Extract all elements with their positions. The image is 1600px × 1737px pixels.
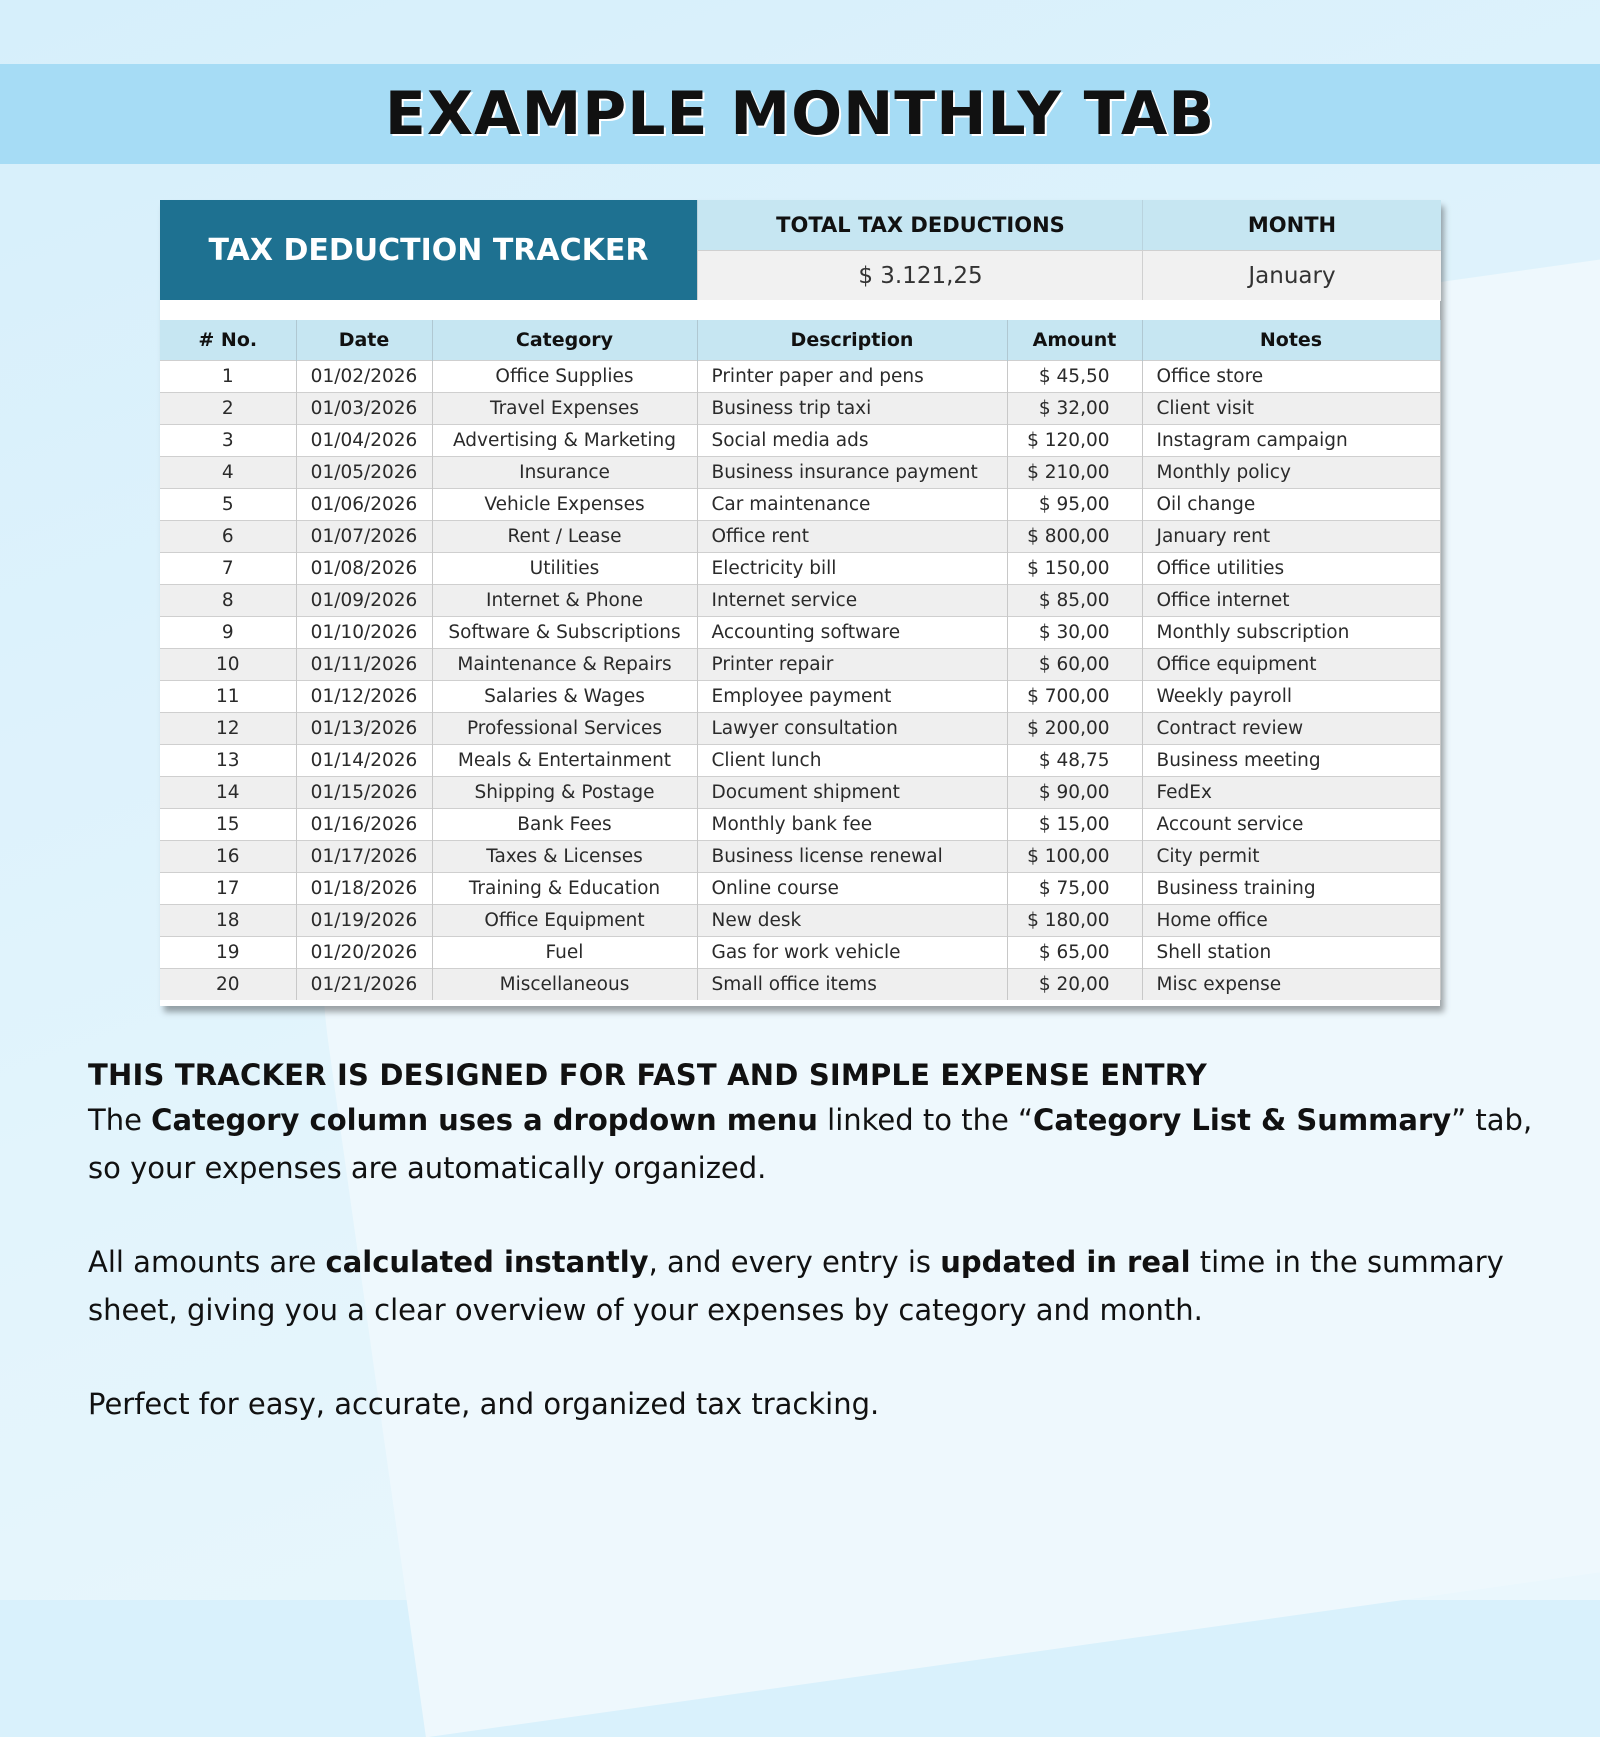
cell-date[interactable]: 01/10/2026 xyxy=(296,617,432,649)
cell-amount[interactable]: $ 95,00 xyxy=(1007,489,1142,521)
description-paragraph-3: Perfect for easy, accurate, and organized tax tracking. xyxy=(88,1387,880,1421)
cell-category[interactable]: Training & Education xyxy=(432,873,697,905)
description-headline: THIS TRACKER IS DESIGNED FOR FAST AND SIMPLE EXPENSE ENTRY xyxy=(88,1058,1207,1092)
cell-description[interactable]: Client lunch xyxy=(697,745,1007,777)
table-row xyxy=(160,937,1440,969)
cell-no[interactable]: 1 xyxy=(160,361,296,393)
cell-notes[interactable]: FedEx xyxy=(1142,777,1440,809)
description-paragraph-2 xyxy=(88,1238,1548,1334)
cell-date[interactable]: 01/03/2026 xyxy=(296,393,432,425)
cell-no[interactable]: 16 xyxy=(160,841,296,873)
cell-no[interactable]: 8 xyxy=(160,585,296,617)
text-span: ” tab, so your expenses are automatically organized. xyxy=(88,1103,1533,1185)
tracker-title: TAX DEDUCTION TRACKER xyxy=(160,200,697,300)
cell-notes[interactable]: Office internet xyxy=(1142,585,1440,617)
cell-description[interactable]: Online course xyxy=(697,873,1007,905)
cell-notes[interactable]: Home office xyxy=(1142,905,1440,937)
cell-no[interactable]: 6 xyxy=(160,521,296,553)
column-header-category[interactable]: Category xyxy=(432,320,697,361)
table-row xyxy=(160,425,1440,457)
cell-no[interactable]: 17 xyxy=(160,873,296,905)
title-banner xyxy=(0,64,1600,164)
cell-category[interactable]: Travel Expenses xyxy=(432,393,697,425)
table-row xyxy=(160,617,1440,649)
cell-date[interactable]: 01/16/2026 xyxy=(296,809,432,841)
cell-category[interactable]: Insurance xyxy=(432,457,697,489)
cell-notes[interactable]: Office equipment xyxy=(1142,649,1440,681)
cell-description[interactable]: Business license renewal xyxy=(697,841,1007,873)
table-row xyxy=(160,649,1440,681)
cell-no[interactable]: 10 xyxy=(160,649,296,681)
total-deductions-value[interactable]: $ 3.121,25 xyxy=(697,250,1143,301)
cell-no[interactable]: 20 xyxy=(160,969,296,1001)
cell-category[interactable]: Vehicle Expenses xyxy=(432,489,697,521)
table-row xyxy=(160,969,1440,1001)
text-span: time in the summary sheet, giving you a clear overview of your expenses by category and month. xyxy=(88,1245,1504,1327)
cell-amount[interactable]: $ 15,00 xyxy=(1007,809,1142,841)
cell-category[interactable]: Taxes & Licenses xyxy=(432,841,697,873)
table-row xyxy=(160,777,1440,809)
cell-no[interactable]: 4 xyxy=(160,457,296,489)
text-span: , and every entry is xyxy=(648,1245,941,1279)
cell-date[interactable]: 01/08/2026 xyxy=(296,553,432,585)
cell-description[interactable]: Small office items xyxy=(697,969,1007,1001)
cell-description[interactable]: Printer paper and pens xyxy=(697,361,1007,393)
month-value[interactable]: January xyxy=(1142,250,1441,301)
cell-amount[interactable]: $ 60,00 xyxy=(1007,649,1142,681)
cell-notes[interactable]: Account service xyxy=(1142,809,1440,841)
table-row xyxy=(160,681,1440,713)
description-block xyxy=(88,1058,1548,1428)
cell-notes[interactable]: Shell station xyxy=(1142,937,1440,969)
month-label: MONTH xyxy=(1142,200,1441,250)
header-row xyxy=(160,320,1440,361)
table-row xyxy=(160,457,1440,489)
cell-notes[interactable]: City permit xyxy=(1142,841,1440,873)
cell-date[interactable]: 01/02/2026 xyxy=(296,361,432,393)
cell-no[interactable]: 11 xyxy=(160,681,296,713)
cell-no[interactable]: 19 xyxy=(160,937,296,969)
table-row xyxy=(160,841,1440,873)
cell-notes[interactable]: Business meeting xyxy=(1142,745,1440,777)
column-header-notes[interactable]: Notes xyxy=(1142,320,1440,361)
cell-description[interactable]: Electricity bill xyxy=(697,553,1007,585)
cell-description[interactable]: Monthly bank fee xyxy=(697,809,1007,841)
table-row xyxy=(160,905,1440,937)
cell-category[interactable]: Salaries & Wages xyxy=(432,681,697,713)
cell-amount[interactable]: $ 65,00 xyxy=(1007,937,1142,969)
cell-description[interactable]: Office rent xyxy=(697,521,1007,553)
cell-notes[interactable]: Client visit xyxy=(1142,393,1440,425)
cell-date[interactable]: 01/19/2026 xyxy=(296,905,432,937)
cell-amount[interactable]: $ 20,00 xyxy=(1007,969,1142,1001)
cell-no[interactable]: 7 xyxy=(160,553,296,585)
cell-description[interactable]: Business insurance payment xyxy=(697,457,1007,489)
cell-category[interactable]: Internet & Phone xyxy=(432,585,697,617)
spreadsheet xyxy=(160,200,1440,1006)
cell-amount[interactable]: $ 150,00 xyxy=(1007,553,1142,585)
cell-date[interactable]: 01/20/2026 xyxy=(296,937,432,969)
cell-notes[interactable]: Monthly subscription xyxy=(1142,617,1440,649)
cell-amount[interactable]: $ 180,00 xyxy=(1007,905,1142,937)
cell-category[interactable]: Software & Subscriptions xyxy=(432,617,697,649)
cell-no[interactable]: 9 xyxy=(160,617,296,649)
table-row xyxy=(160,393,1440,425)
cell-description[interactable]: Social media ads xyxy=(697,425,1007,457)
cell-no[interactable]: 14 xyxy=(160,777,296,809)
cell-date[interactable]: 01/13/2026 xyxy=(296,713,432,745)
cell-date[interactable]: 01/12/2026 xyxy=(296,681,432,713)
cell-amount[interactable]: $ 85,00 xyxy=(1007,585,1142,617)
cell-date[interactable]: 01/11/2026 xyxy=(296,649,432,681)
table-row xyxy=(160,361,1440,393)
cell-date[interactable]: 01/09/2026 xyxy=(296,585,432,617)
cell-no[interactable]: 3 xyxy=(160,425,296,457)
cell-notes[interactable]: January rent xyxy=(1142,521,1440,553)
cell-date[interactable]: 01/06/2026 xyxy=(296,489,432,521)
table-row xyxy=(160,809,1440,841)
cell-description[interactable]: Internet service xyxy=(697,585,1007,617)
cell-amount[interactable]: $ 700,00 xyxy=(1007,681,1142,713)
spacer-row xyxy=(160,300,1440,321)
cell-notes[interactable]: Weekly payroll xyxy=(1142,681,1440,713)
cell-category[interactable]: Professional Services xyxy=(432,713,697,745)
cell-no[interactable]: 12 xyxy=(160,713,296,745)
bold-text: Category List & Summary xyxy=(1033,1103,1452,1137)
bold-text: calculated instantly xyxy=(325,1245,649,1279)
cell-notes[interactable]: Office utilities xyxy=(1142,553,1440,585)
cell-date[interactable]: 01/07/2026 xyxy=(296,521,432,553)
table-row xyxy=(160,713,1440,745)
text-span: linked to the “ xyxy=(817,1103,1034,1137)
cell-description[interactable]: Gas for work vehicle xyxy=(697,937,1007,969)
cell-notes[interactable]: Oil change xyxy=(1142,489,1440,521)
table-row xyxy=(160,521,1440,553)
table-row xyxy=(160,745,1440,777)
cell-no[interactable]: 18 xyxy=(160,905,296,937)
text-span: All amounts are xyxy=(88,1245,326,1279)
cell-description[interactable]: Business trip taxi xyxy=(697,393,1007,425)
cell-amount[interactable]: $ 210,00 xyxy=(1007,457,1142,489)
expense-table xyxy=(160,320,1441,1000)
cell-category[interactable]: Utilities xyxy=(432,553,697,585)
text-span: The xyxy=(88,1103,152,1137)
paragraph-spacer xyxy=(88,1192,1548,1238)
cell-amount[interactable]: $ 100,00 xyxy=(1007,841,1142,873)
cell-description[interactable]: New desk xyxy=(697,905,1007,937)
cell-date[interactable]: 01/21/2026 xyxy=(296,969,432,1001)
cell-notes[interactable]: Misc expense xyxy=(1142,969,1440,1001)
table-row xyxy=(160,489,1440,521)
column-header-description[interactable]: Description xyxy=(697,320,1007,361)
cell-amount[interactable]: $ 75,00 xyxy=(1007,873,1142,905)
cell-description[interactable]: Car maintenance xyxy=(697,489,1007,521)
cell-date[interactable]: 01/05/2026 xyxy=(296,457,432,489)
cell-description[interactable]: Employee payment xyxy=(697,681,1007,713)
column-header-no[interactable]: # No. xyxy=(160,320,296,361)
cell-notes[interactable]: Contract review xyxy=(1142,713,1440,745)
cell-amount[interactable]: $ 90,00 xyxy=(1007,777,1142,809)
column-header-amount[interactable]: Amount xyxy=(1007,320,1142,361)
cell-category[interactable]: Miscellaneous xyxy=(432,969,697,1001)
cell-category[interactable]: Bank Fees xyxy=(432,809,697,841)
bold-text: Category column uses a dropdown menu xyxy=(151,1103,818,1137)
cell-no[interactable]: 5 xyxy=(160,489,296,521)
cell-amount[interactable]: $ 32,00 xyxy=(1007,393,1142,425)
cell-amount[interactable]: $ 45,50 xyxy=(1007,361,1142,393)
column-header-date[interactable]: Date xyxy=(296,320,432,361)
cell-date[interactable]: 01/18/2026 xyxy=(296,873,432,905)
table-row xyxy=(160,873,1440,905)
cell-date[interactable]: 01/17/2026 xyxy=(296,841,432,873)
table-row xyxy=(160,585,1440,617)
cell-amount[interactable]: $ 200,00 xyxy=(1007,713,1142,745)
cell-category[interactable]: Fuel xyxy=(432,937,697,969)
cell-description[interactable]: Lawyer consultation xyxy=(697,713,1007,745)
cell-notes[interactable]: Office store xyxy=(1142,361,1440,393)
cell-category[interactable]: Maintenance & Repairs xyxy=(432,649,697,681)
cell-notes[interactable]: Instagram campaign xyxy=(1142,425,1440,457)
cell-category[interactable]: Shipping & Postage xyxy=(432,777,697,809)
cell-notes[interactable]: Business training xyxy=(1142,873,1440,905)
cell-category[interactable]: Rent / Lease xyxy=(432,521,697,553)
cell-category[interactable]: Advertising & Marketing xyxy=(432,425,697,457)
cell-date[interactable]: 01/04/2026 xyxy=(296,425,432,457)
cell-date[interactable]: 01/15/2026 xyxy=(296,777,432,809)
cell-category[interactable]: Office Equipment xyxy=(432,905,697,937)
cell-no[interactable]: 15 xyxy=(160,809,296,841)
cell-date[interactable]: 01/14/2026 xyxy=(296,745,432,777)
cell-category[interactable]: Office Supplies xyxy=(432,361,697,393)
cell-category[interactable]: Meals & Entertainment xyxy=(432,745,697,777)
cell-amount[interactable]: $ 48,75 xyxy=(1007,745,1142,777)
cell-notes[interactable]: Monthly policy xyxy=(1142,457,1440,489)
description-paragraph-1 xyxy=(88,1096,1548,1192)
bold-text: updated in real xyxy=(940,1245,1191,1279)
total-deductions-label: TOTAL TAX DEDUCTIONS xyxy=(697,200,1143,250)
cell-description[interactable]: Accounting software xyxy=(697,617,1007,649)
cell-description[interactable]: Printer repair xyxy=(697,649,1007,681)
table-row xyxy=(160,553,1440,585)
page-title: EXAMPLE MONTHLY TAB xyxy=(384,79,1216,149)
cell-amount[interactable]: $ 120,00 xyxy=(1007,425,1142,457)
cell-amount[interactable]: $ 800,00 xyxy=(1007,521,1142,553)
cell-no[interactable]: 13 xyxy=(160,745,296,777)
cell-no[interactable]: 2 xyxy=(160,393,296,425)
cell-description[interactable]: Document shipment xyxy=(697,777,1007,809)
paragraph-spacer xyxy=(88,1334,1548,1380)
cell-amount[interactable]: $ 30,00 xyxy=(1007,617,1142,649)
